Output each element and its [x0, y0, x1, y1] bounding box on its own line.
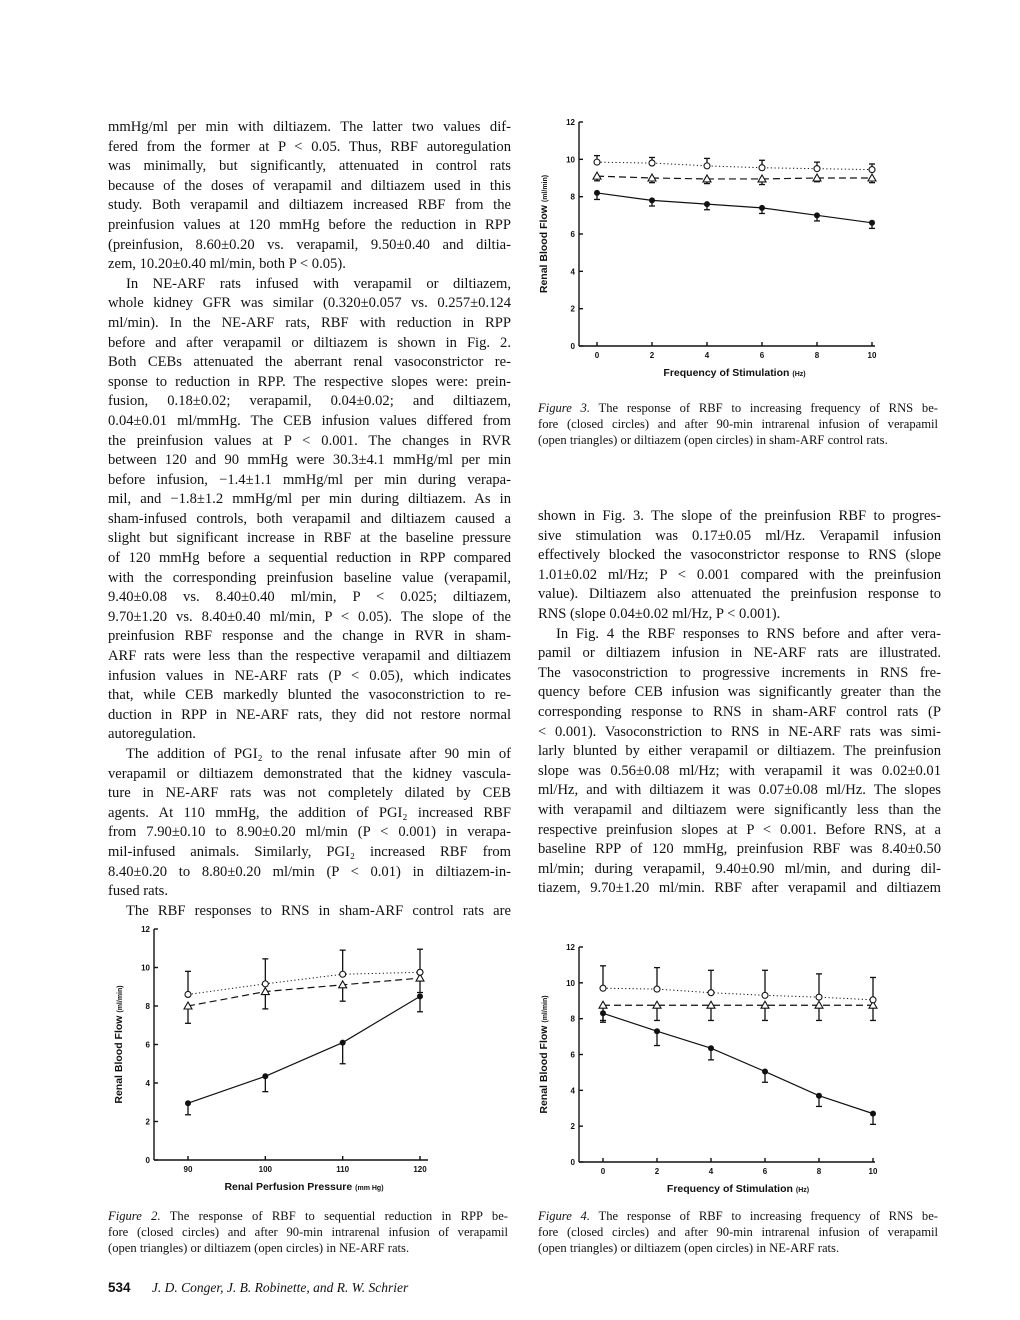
text-line: The RBF responses to RNS in sham-ARF control rats are: [126, 902, 511, 919]
x-tick-label: 2: [654, 1167, 660, 1176]
x-axis-unit: (Hz): [795, 1187, 810, 1194]
y-tick-label: 0: [145, 1156, 150, 1165]
x-axis-label: [667, 1183, 809, 1195]
y-tick-label: 10: [566, 155, 575, 165]
y-axis-title: Renal Blood Flow: [538, 1022, 550, 1114]
data-point-closed-circle: [762, 1069, 768, 1075]
text-line: (preinfusion, 8.60±0.20 vs. verapamil, 9.50±0.40 and diltia-: [108, 236, 511, 253]
text-line: corresponding response to RNS in sham-ARF control rats (P: [538, 703, 941, 720]
text-line: duction in RPP in NE-ARF rats, they did not restore normal: [108, 706, 511, 723]
y-tick-label: 8: [570, 192, 575, 202]
data-point-closed-circle: [870, 1111, 876, 1117]
text-line: whole kidney GFR was similar (0.320±0.057 vs. 0.257±0.124: [108, 295, 511, 312]
x-tick-label: 100: [258, 1165, 273, 1174]
caption-line: Figure 4. The response of RBF to increasing frequency of RNS be-: [538, 1209, 938, 1223]
x-axis-title: Frequency of Stimulation: [663, 367, 793, 379]
data-point-open-circle: [708, 990, 714, 996]
text-line: of 120 mmHg before a sequential reduction in RPP compared: [108, 550, 511, 567]
text-line: before and after verapamil or diltiazem is shown in Fig. 2.: [108, 334, 511, 351]
x-tick-label: 10: [868, 1167, 878, 1176]
x-tick-label: 4: [708, 1167, 714, 1176]
text-line: zem, 10.20±0.40 ml/min, both P < 0.05).: [108, 256, 346, 273]
caption-line: (open triangles) or diltiazem (open circles) in NE-ARF rats.: [108, 1241, 410, 1255]
text-line: that, while CEB markedly blunted the vasoconstriction to re-: [108, 687, 511, 704]
x-tick-label: 8: [814, 351, 820, 360]
y-tick-label: 0: [570, 342, 575, 351]
x-tick-label: 90: [183, 1165, 193, 1174]
figure-label: Figure 3.: [538, 401, 590, 415]
y-tick-label: 2: [145, 1117, 150, 1127]
text-line: preinfusion values at 120 mmHg before the reduction in RPP: [108, 216, 511, 233]
data-point-open-circle: [654, 986, 660, 992]
text-line: ml/Hz, and with diltiazem it was 0.07±0.08 ml/Hz. The slopes: [538, 782, 941, 799]
text-line: The addition of PGI₂ to the renal infusate after 90 min of: [126, 746, 511, 762]
caption-line: (open triangles) or diltiazem (open circles) in sham-ARF control rats.: [538, 433, 888, 447]
y-axis-unit: (ml/min): [542, 174, 549, 203]
figure-label: Figure 4.: [538, 1209, 590, 1223]
text-line: with verapamil and diltiazem were significantly less than the: [538, 801, 941, 818]
text-line: from 7.90±0.10 to 8.90±0.20 ml/min (P < 0.001) in verapa-: [108, 824, 511, 841]
x-axis-unit: (Hz): [792, 371, 806, 378]
text-line: respective preinfusion slopes at P < 0.001. Before RNS, at a: [538, 821, 941, 838]
text-line: slight but significant increase in RBF at the baseline pressure: [108, 530, 511, 547]
x-tick-label: 4: [704, 351, 710, 360]
text-line: < 0.001). Vasoconstriction to RNS in NE-ARF rats was simi-: [538, 723, 941, 740]
text-line: the preinfusion values at P < 0.001. The changes in RVR: [108, 432, 511, 449]
y-tick-label: 4: [570, 1086, 575, 1096]
text-line: study. Both verapamil and diltiazem increased RBF from the: [108, 197, 511, 214]
text-line: autoregulation.: [108, 726, 196, 743]
text-line: ture in NE-ARF rats was not completely dilated by CEB: [108, 785, 511, 802]
text-line: Both CEBs attenuated the aberrant renal vasoconstrictor re-: [108, 354, 511, 371]
text-line: tiazem, 9.70±1.20 ml/min. RBF after verapamil and diltiazem: [538, 880, 941, 897]
x-tick-label: 6: [759, 351, 765, 360]
x-axis-title: Frequency of Stimulation: [666, 1183, 796, 1195]
running-authors: J. D. Conger, J. B. Robinette, and R. W. Schrier: [151, 1280, 409, 1295]
y-tick-label: 6: [145, 1040, 150, 1050]
text-line: sham-infused controls, both verapamil and diltiazem caused a: [108, 510, 511, 527]
text-line: was minimally, but significantly, attenuated in control rats: [108, 158, 511, 175]
y-tick-label: 12: [566, 943, 575, 952]
figure-3-caption: [538, 400, 938, 448]
text-line: shown in Fig. 3. The slope of the preinfusion RBF to progres-: [538, 508, 941, 524]
caption-line: fore (closed circles) and after 90-min intrarenal infusion of verapamil: [108, 1225, 508, 1239]
y-tick-label: 4: [570, 267, 575, 277]
text-line: larly blunted by either verapamil or diltiazem. The preinfusion: [538, 743, 941, 760]
data-point-closed-circle: [708, 1045, 714, 1051]
y-tick-label: 10: [141, 963, 150, 973]
x-tick-label: 0: [594, 351, 600, 360]
text-line: 9.40±0.08 vs. 8.40±0.40 ml/min, P < 0.025; diltiazem,: [108, 589, 511, 606]
caption-line: fore (closed circles) and after 90-min intrarenal infusion of verapamil: [538, 417, 938, 431]
text-line: mil-infused animals. Similarly, PGI₂ increased RBF from: [108, 843, 511, 860]
text-line: ml/min). In the NE-ARF rats, RBF with reduction in RPP: [108, 314, 511, 331]
text-line: before infusion, −1.4±1.1 mmHg/ml per min during verapa-: [108, 471, 511, 488]
series-line: [603, 988, 873, 1000]
data-point-closed-circle: [816, 1093, 822, 1099]
y-axis-unit: (ml/min): [117, 985, 124, 1013]
text-line: preinfusion RBF response and the change in RVR in sham-: [108, 628, 511, 645]
y-tick-label: 12: [141, 925, 150, 934]
text-line: mmHg/ml per min with diltiazem. The latter two values dif-: [108, 119, 511, 135]
caption-line: Figure 2. The response of RBF to sequential reduction in RPP be-: [108, 1209, 508, 1223]
y-tick-label: 10: [566, 978, 575, 988]
text-line: infusion values in NE-ARF rats (P < 0.05), which indicates: [108, 667, 511, 684]
caption-line: (open triangles) or diltiazem (open circles) in NE-ARF rats.: [538, 1241, 840, 1255]
text-line: The vasoconstriction to progressive increments in RNS fre-: [538, 664, 941, 681]
text-line: with the corresponding preinfusion baseline value (verapamil,: [108, 569, 511, 586]
y-tick-label: 6: [570, 1050, 575, 1060]
text-line: ARF rats were less than the respective verapamil and diltiazem: [108, 648, 511, 665]
x-tick-label: 6: [762, 1167, 768, 1176]
y-tick-label: 8: [570, 1014, 575, 1024]
x-axis-title: Renal Perfusion Pressure: [224, 1181, 356, 1193]
figure-2-caption: [108, 1208, 508, 1256]
figure-4-caption: [538, 1208, 938, 1256]
y-tick-label: 12: [566, 118, 575, 127]
text-line: fused rats.: [108, 883, 168, 900]
y-axis-label: [538, 995, 550, 1113]
text-line: fered from the former at P < 0.05. Thus, RBF autoregulation: [108, 138, 511, 155]
data-point-open-circle: [870, 997, 876, 1003]
text-line: 1.01±0.02 ml/Hz; P < 0.001 compared with the preinfusion: [538, 566, 941, 583]
text-line: agents. At 110 mmHg, the addition of PGI₂ increased RBF: [108, 804, 511, 821]
page-footer: [108, 1280, 408, 1296]
text-line: 9.70±1.20 vs. 8.40±0.40 ml/min, P < 0.05). The slope of the: [108, 608, 511, 625]
text-line: slope was 0.56±0.08 ml/Hz; with verapamil it was 0.02±0.01: [538, 762, 941, 779]
series-line: [603, 1013, 873, 1113]
text-line: sponse to reduction in RPP. The respective slopes were: prein-: [108, 373, 511, 390]
text-line: quency before CEB infusion was significantly greater than the: [538, 684, 941, 701]
text-line: fusion, 0.18±0.02; verapamil, 0.04±0.02; and diltiazem,: [108, 393, 511, 410]
text-line: effectively blocked the vasoconstrictor response to RNS (slope: [538, 547, 941, 564]
text-line: RNS (slope 0.04±0.02 ml/Hz, P < 0.001).: [538, 605, 781, 622]
text-line: 0.04±0.01 ml/mmHg. The CEB infusion values differed from: [108, 412, 511, 429]
text-line: between 120 and 90 mmHg were 30.3±4.1 mmHg/ml per min: [108, 452, 511, 469]
x-tick-label: 0: [600, 1167, 606, 1176]
caption-line: fore (closed circles) and after 90-min intrarenal infusion of verapamil: [538, 1225, 938, 1239]
text-line: sive stimulation was 0.17±0.05 ml/Hz. Verapamil infusion: [538, 527, 941, 544]
x-tick-label: 10: [867, 351, 877, 360]
y-tick-label: 6: [570, 230, 575, 239]
data-point-open-circle: [600, 985, 606, 991]
y-tick-label: 4: [145, 1079, 150, 1088]
text-line: ml/min; during verapamil, 9.40±0.90 ml/min, and during dil-: [538, 860, 941, 877]
y-axis-title: Renal Blood Flow: [113, 1012, 125, 1104]
y-tick-label: 2: [570, 304, 575, 314]
text-line: In Fig. 4 the RBF responses to RNS before and after vera-: [556, 625, 941, 642]
x-axis-unit: (mm Hg): [355, 1185, 384, 1192]
x-tick-label: 110: [336, 1165, 350, 1174]
x-tick-label: 120: [413, 1165, 427, 1174]
data-point-open-circle: [816, 994, 822, 1000]
data-point-open-circle: [762, 992, 768, 998]
x-tick-label: 2: [649, 351, 655, 360]
figure-label: Figure 2.: [108, 1209, 161, 1223]
y-tick-label: 2: [570, 1122, 575, 1132]
data-point-closed-circle: [654, 1028, 660, 1034]
text-line: because of the doses of verapamil and diltiazem used in this: [108, 177, 511, 194]
text-line: mil, and −1.8±1.2 mmHg/ml per min during diltiazem. As in: [108, 491, 511, 508]
text-line: 8.40±0.20 to 8.80±0.20 ml/min (P < 0.01) in diltiazem-in-: [108, 863, 511, 880]
text-line: verapamil or diltiazem demonstrated that the kidney vascula-: [108, 765, 511, 782]
y-tick-label: 8: [145, 1002, 150, 1011]
text-line: pamil or diltiazem infusion in NE-ARF rats are illustrated.: [538, 645, 941, 662]
caption-line: Figure 3. The response of RBF to increasing frequency of RNS be-: [538, 401, 938, 415]
y-axis-unit: (ml/min): [542, 995, 549, 1023]
page-number: 534: [108, 1280, 131, 1295]
text-line: baseline RPP of 120 mmHg, preinfusion RBF was 8.40±0.50: [538, 841, 941, 858]
y-tick-label: 0: [570, 1158, 575, 1167]
y-axis-title: Renal Blood Flow: [538, 202, 550, 294]
x-tick-label: 8: [816, 1167, 822, 1176]
text-line: value). Diltiazem also attenuated the preinfusion response to: [538, 586, 941, 603]
text-line: In NE-ARF rats infused with verapamil or diltiazem,: [126, 275, 511, 292]
